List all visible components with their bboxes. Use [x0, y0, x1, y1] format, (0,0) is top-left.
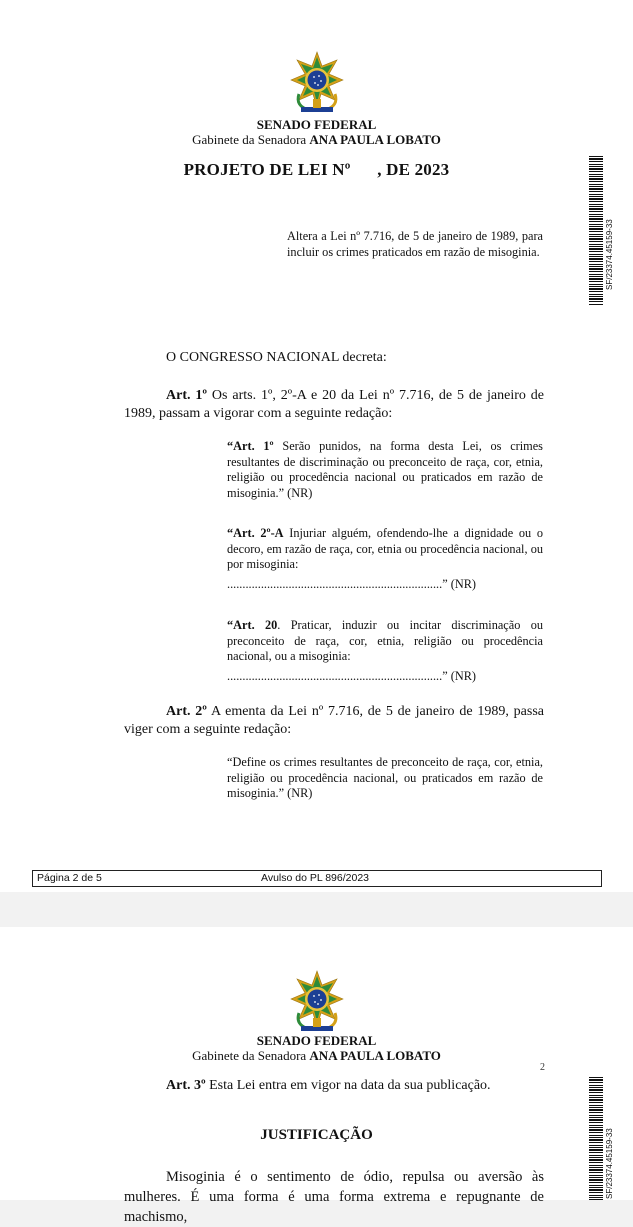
office-prefix: Gabinete da Senadora: [192, 132, 307, 147]
quote-art-1: [227, 439, 543, 501]
article-2: [124, 703, 544, 739]
quote-art-1-text: Serão punidos, na forma desta Lei, os crimes resultantes de discriminação ou preconceito de raça, cor, etnia, religião ou procedência nacional ou praticados em razão de misoginia.” (NR): [227, 439, 543, 500]
quote-art-20-ellipsis: ......................................................................” (NR): [227, 669, 476, 683]
barcode-id: SF/23374.45159-33: [605, 219, 614, 290]
header-office: [0, 132, 633, 147]
header-institution: SENADO FEDERAL: [256, 1033, 377, 1048]
brazil-coat-of-arms-icon: [289, 969, 345, 1033]
senator-name: ANA PAULA LOBATO: [309, 132, 441, 147]
quote-art-20-text: . Praticar, induzir ou incitar discriminação ou preconceito de raça, cor, etnia, religião ou procedência nacional, ou a misoginia:: [227, 618, 543, 663]
article-3-text: Esta Lei entra em vigor na data da sua publicação.: [205, 1078, 491, 1093]
article-1-label: Art. 1º: [166, 388, 208, 403]
brazil-coat-of-arms-icon: [289, 50, 345, 114]
document-barcode: [589, 1077, 603, 1200]
header-office: [0, 1048, 633, 1063]
quote-art-20-label: “Art. 20: [227, 618, 278, 632]
article-2-text: A ementa da Lei nº 7.716, de 5 de janeiro de 1989, passa viger com a seguinte redação:: [124, 704, 545, 737]
senator-name: ANA PAULA LOBATO: [309, 1048, 441, 1063]
document-barcode: [589, 156, 603, 306]
bill-title: PROJETO DE LEI Nº , DE 2023: [183, 160, 450, 179]
page-footer: [32, 870, 602, 887]
article-2-label: Art. 2º: [166, 704, 207, 719]
barcode-id: SF/23374.45159-33: [605, 1128, 614, 1199]
quote-art-2a-ellipsis: ......................................................................” (NR): [227, 577, 476, 591]
quote-ementa: “Define os crimes resultantes de preconceito de raça, cor, etnia, religião ou procedência nacional, ou praticados em razão de misoginia.” (NR): [227, 755, 543, 800]
article-3-label: Art. 3º: [166, 1078, 206, 1093]
article-3: [124, 1077, 544, 1095]
quote-art-2a: [227, 526, 543, 573]
document-page-2: [0, 927, 633, 1225]
bill-ementa: Altera a Lei nº 7.716, de 5 de janeiro de 1989, para incluir os crimes praticados em razão de misoginia.: [287, 229, 543, 259]
footer-page-number: Página 2 de 5: [37, 872, 102, 884]
justification-title: JUSTIFICAÇÃO: [260, 1127, 373, 1143]
quote-art-20: [227, 618, 543, 665]
quote-art-2a-text: Injuriar alguém, ofendendo-lhe a dignidade ou o decoro, em razão de raça, cor, etnia ou procedência nacional, ou por misoginia:: [227, 526, 543, 571]
edge-mark: 2: [540, 1062, 545, 1073]
article-1-text: Os arts. 1º, 2º-A e 20 da Lei nº 7.716, de 5 de janeiro de 1989, passam a vigorar com a seguinte redação:: [124, 388, 544, 421]
header-institution: SENADO FEDERAL: [256, 117, 377, 132]
decree-line: O CONGRESSO NACIONAL decreta:: [166, 350, 387, 365]
justification-text: Misoginia é o sentimento de ódio, repulsa ou aversão às mulheres. É uma forma é uma forma extrema e repugnante de machismo,: [124, 1169, 544, 1225]
quote-art-1-label: “Art. 1º: [227, 439, 274, 453]
office-prefix: Gabinete da Senadora: [192, 1048, 307, 1063]
article-1: [124, 387, 544, 423]
quote-art-2a-label: “Art. 2º-A: [227, 526, 284, 540]
footer-avulso: Avulso do PL 896/2023: [261, 872, 370, 884]
